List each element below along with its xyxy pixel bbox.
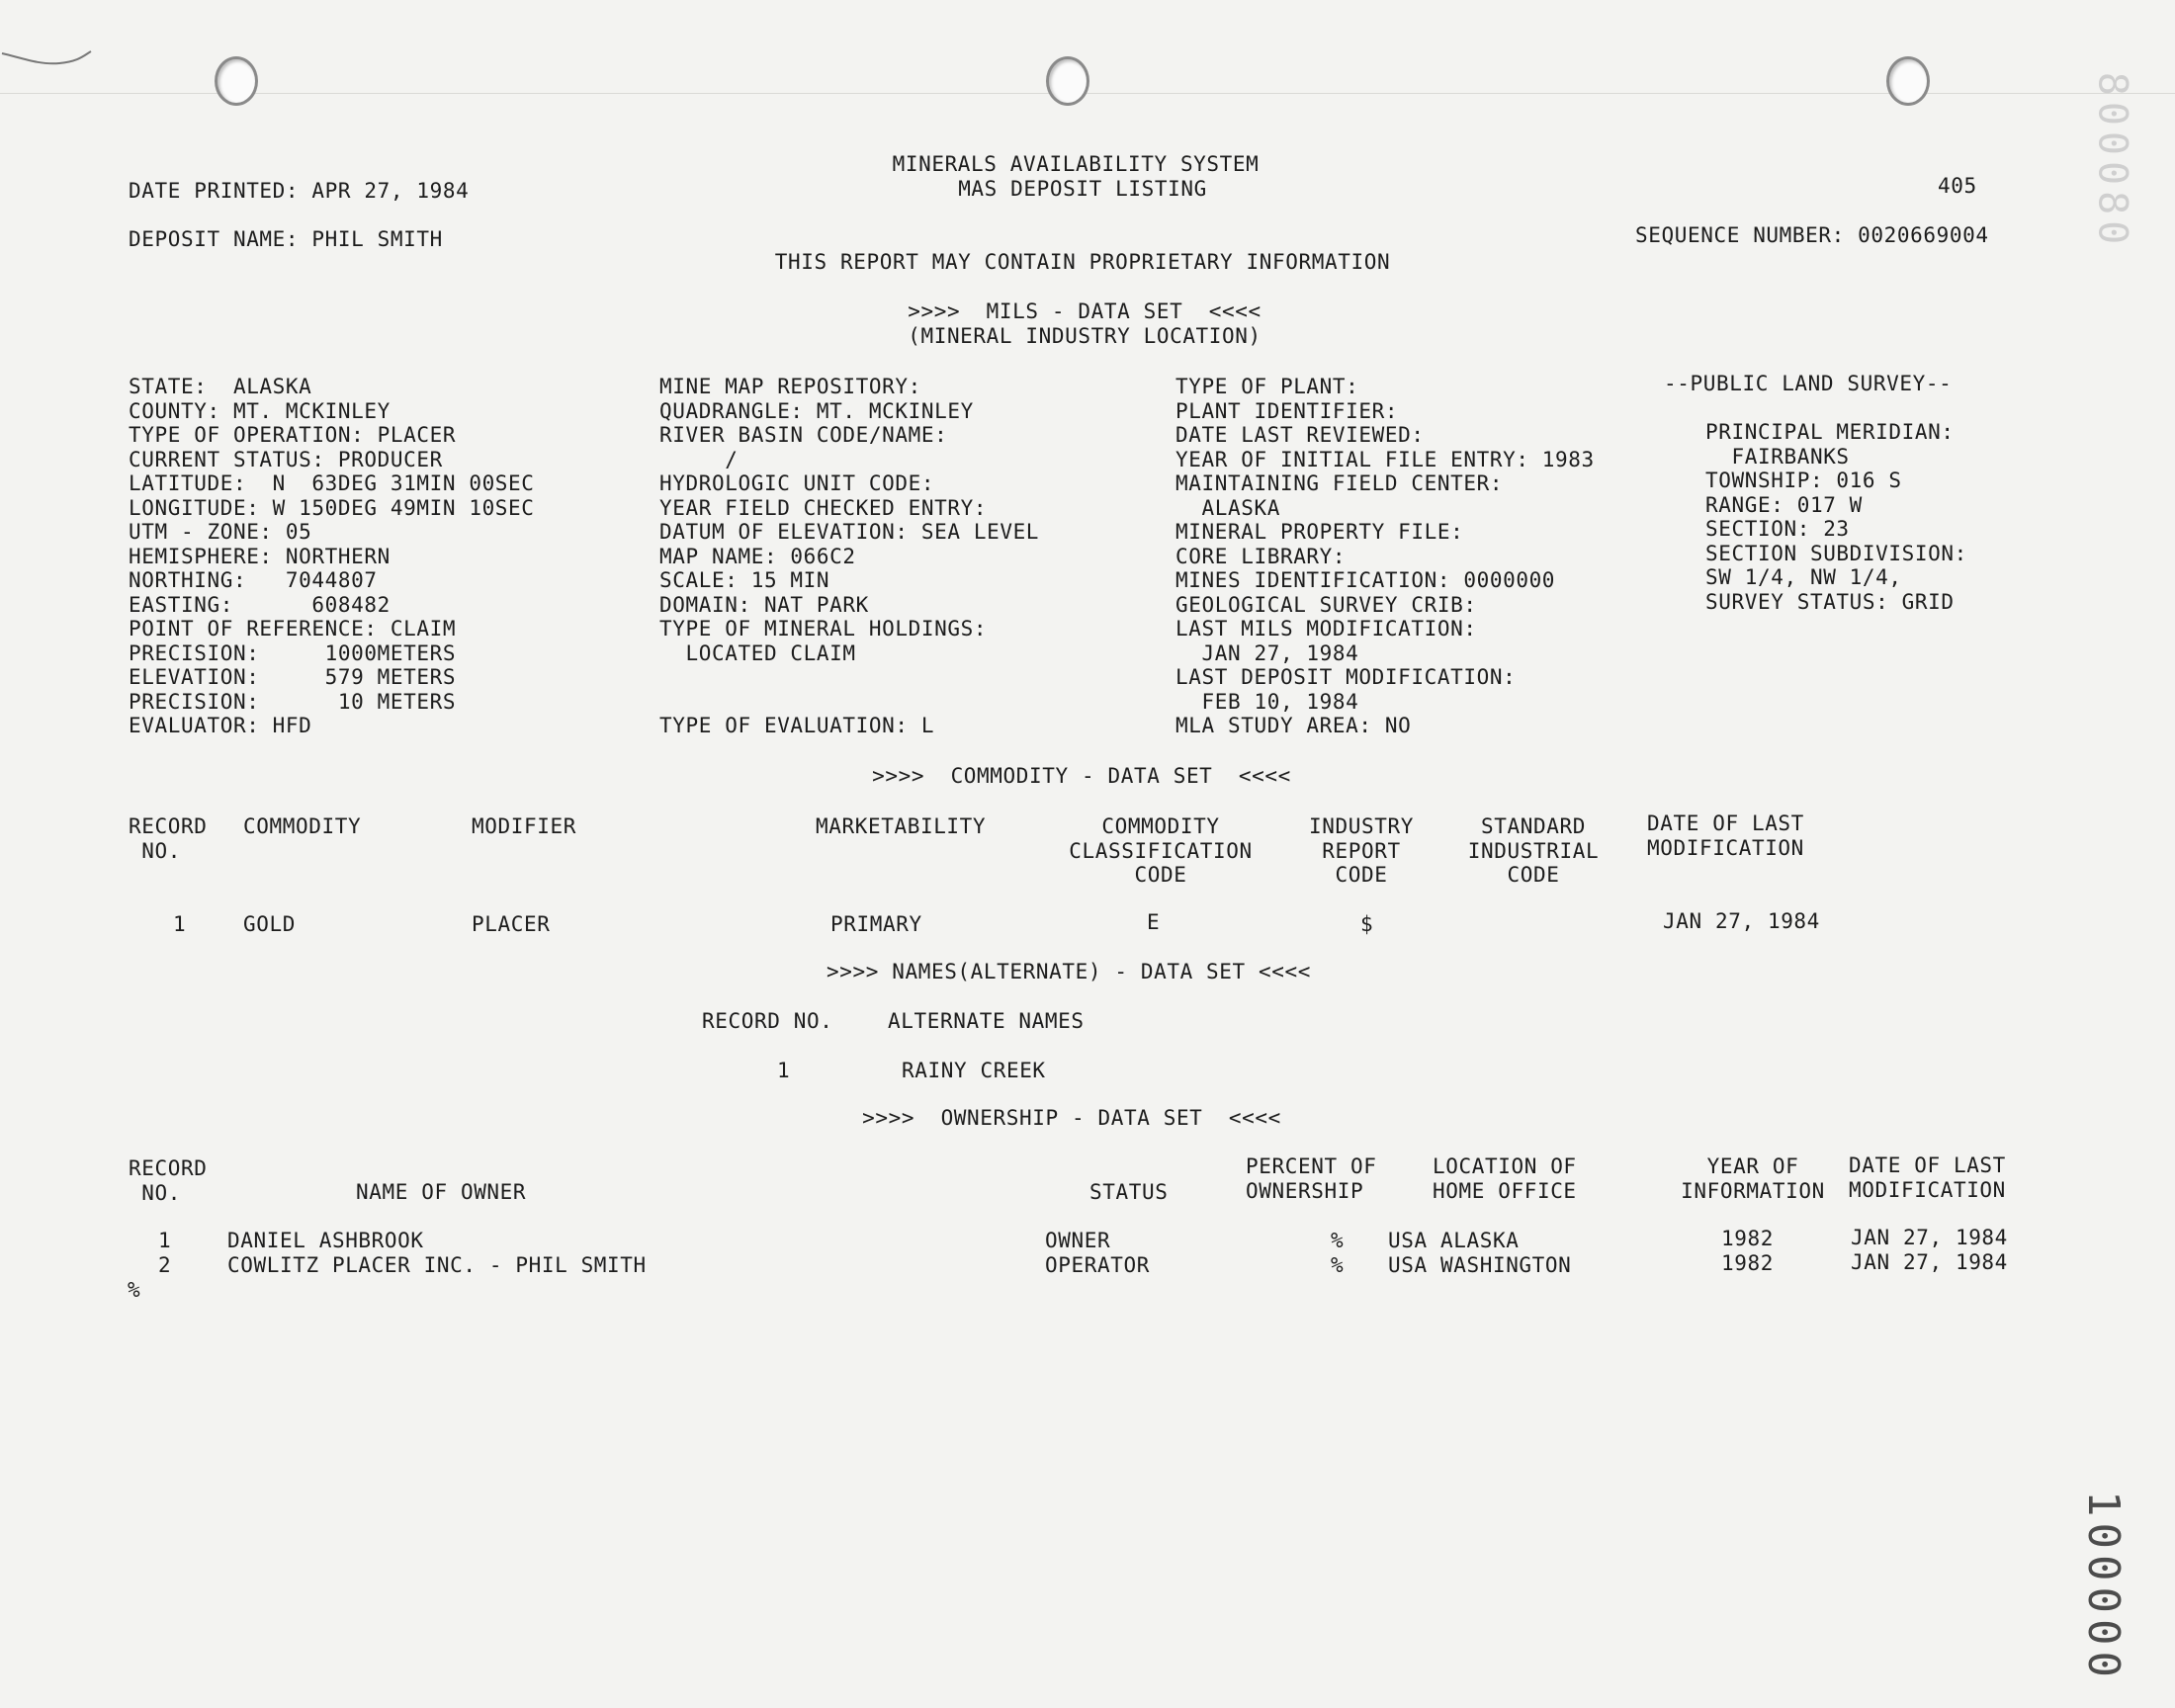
page-number: 405: [1938, 174, 1977, 198]
field-maintaining-center-value: ALASKA: [1175, 495, 1280, 520]
commodity-row-marketability: PRIMARY: [830, 912, 922, 936]
field-year-field-checked: YEAR FIELD CHECKED ENTRY:: [659, 495, 988, 520]
field-section: SECTION: 23: [1705, 517, 1850, 541]
ownership-row-status: OPERATOR: [1045, 1253, 1150, 1277]
public-land-survey-title: --PUBLIC LAND SURVEY--: [1664, 372, 1953, 395]
ownership-row-status: OWNER: [1045, 1229, 1111, 1252]
listing-title: MAS DEPOSIT LISTING: [958, 177, 1207, 201]
commodity-header-classification: COMMODITY CLASSIFICATION CODE: [1069, 814, 1253, 887]
names-row-record: 1: [777, 1059, 791, 1082]
commodity-header-modifier: MODIFIER: [472, 814, 576, 838]
field-domain: DOMAIN: NAT PARK: [659, 592, 869, 617]
names-title: >>>> NAMES(ALTERNATE) - DATA SET <<<<: [826, 960, 1311, 983]
field-current-status: CURRENT STATUS: PRODUCER: [129, 447, 443, 471]
ownership-row-location: USA WASHINGTON: [1388, 1253, 1572, 1277]
field-quadrangle: QUADRANGLE: MT. MCKINLEY: [659, 398, 974, 423]
pen-mark: [0, 43, 94, 73]
binder-hole-center: [1046, 56, 1089, 106]
field-principal-meridian-value: FAIRBANKS: [1705, 444, 1850, 469]
field-core-library: CORE LIBRARY:: [1175, 544, 1347, 568]
field-longitude: LONGITUDE: W 150DEG 49MIN 10SEC: [129, 495, 535, 520]
names-header-names: ALTERNATE NAMES: [888, 1009, 1085, 1033]
field-mla-study-area: MLA STUDY AREA: NO: [1175, 714, 1412, 737]
field-elevation: ELEVATION: 579 METERS: [129, 665, 457, 689]
names-row-name: RAINY CREEK: [902, 1059, 1046, 1082]
ownership-row-record: 1: [158, 1229, 172, 1252]
system-title: MINERALS AVAILABILITY SYSTEM: [892, 152, 1260, 176]
field-point-of-reference: POINT OF REFERENCE: CLAIM: [129, 617, 457, 640]
ownership-row-percent: %: [1331, 1229, 1345, 1252]
commodity-row-commodity: GOLD: [243, 912, 296, 936]
field-northing: NORTHING: 7044807: [129, 568, 378, 592]
field-section-subdivision-value: SW 1/4, NW 1/4,: [1705, 565, 1902, 589]
field-operation-type: TYPE OF OPERATION: PLACER: [129, 423, 457, 447]
commodity-header-commodity: COMMODITY: [243, 814, 362, 838]
commodity-header-record: RECORD NO.: [129, 814, 208, 863]
field-last-deposit-modification: LAST DEPOSIT MODIFICATION:: [1175, 665, 1517, 689]
field-mineral-property-file: MINERAL PROPERTY FILE:: [1175, 520, 1464, 544]
ownership-header-record: RECORD NO.: [129, 1156, 208, 1205]
field-utm-zone: UTM - ZONE: 05: [129, 520, 312, 544]
blank-line: [659, 665, 1039, 690]
ownership-row-year: 1982: [1721, 1227, 1774, 1250]
bleedthrough-frame-number: 800080: [2089, 71, 2135, 251]
mils-title: >>>> MILS - DATA SET <<<<: [908, 299, 1262, 323]
field-state: STATE: ALASKA: [129, 375, 312, 398]
field-precision: PRECISION: 1000METERS: [129, 640, 457, 665]
field-mine-map-repository: MINE MAP REPOSITORY:: [659, 375, 921, 398]
date-printed: DATE PRINTED: APR 27, 1984: [129, 179, 470, 203]
mils-column-map: [659, 375, 1039, 738]
binder-hole-left: [215, 56, 258, 106]
field-mineral-holdings-value: LOCATED CLAIM: [659, 640, 856, 665]
public-land-survey: [1705, 420, 1967, 614]
commodity-header-date: DATE OF LAST MODIFICATION: [1647, 811, 1804, 860]
field-easting: EASTING: 608482: [129, 592, 391, 617]
field-mines-identification: MINES IDENTIFICATION: 0000000: [1175, 568, 1556, 592]
ownership-header-location: LOCATION OF HOME OFFICE: [1433, 1154, 1577, 1203]
commodity-header-industry: INDUSTRY REPORT CODE: [1309, 814, 1414, 887]
end-marker: %: [128, 1278, 141, 1302]
field-type-of-evaluation: TYPE OF EVALUATION: L: [659, 714, 935, 737]
sequence-number: SEQUENCE NUMBER: 0020669004: [1635, 223, 1989, 247]
field-initial-file-entry: YEAR OF INITIAL FILE ENTRY: 1983: [1175, 447, 1595, 471]
ownership-header-status: STATUS: [1089, 1180, 1169, 1204]
field-date-last-reviewed: DATE LAST REVIEWED:: [1175, 423, 1425, 447]
deposit-name: DEPOSIT NAME: PHIL SMITH: [129, 227, 443, 251]
ownership-title: >>>> OWNERSHIP - DATA SET <<<<: [862, 1106, 1281, 1130]
field-plant-identifier: PLANT IDENTIFIER:: [1175, 398, 1399, 423]
ownership-row-year: 1982: [1721, 1251, 1774, 1275]
binder-hole-right: [1886, 56, 1930, 106]
field-elevation-precision: PRECISION: 10 METERS: [129, 689, 457, 714]
commodity-header-standard: STANDARD INDUSTRIAL CODE: [1467, 814, 1600, 887]
ownership-header-percent: PERCENT OF OWNERSHIP: [1246, 1154, 1377, 1203]
commodity-row-industry: $: [1360, 912, 1374, 936]
mils-subtitle: (MINERAL INDUSTRY LOCATION): [908, 324, 1262, 348]
field-latitude: LATITUDE: N 63DEG 31MIN 00SEC: [129, 471, 535, 495]
field-type-of-plant: TYPE OF PLANT:: [1175, 375, 1359, 398]
field-hemisphere: HEMISPHERE: NORTHERN: [129, 544, 391, 568]
field-hydrologic-unit: HYDROLOGIC UNIT CODE:: [659, 471, 935, 495]
blank-line: [659, 690, 1039, 715]
perforation-line: [0, 93, 2175, 94]
commodity-row-modifier: PLACER: [472, 912, 551, 936]
ownership-row-date: JAN 27, 1984: [1851, 1226, 2008, 1249]
microfilm-frame-number: 100000: [2077, 1491, 2129, 1683]
ownership-row-owner: DANIEL ASHBROOK: [227, 1229, 424, 1252]
field-maintaining-center: MAINTAINING FIELD CENTER:: [1175, 471, 1504, 495]
commodity-row-classification: E: [1147, 910, 1161, 934]
ownership-header-owner: NAME OF OWNER: [356, 1180, 527, 1204]
proprietary-notice: THIS REPORT MAY CONTAIN PROPRIETARY INFORMATION: [774, 250, 1391, 274]
ownership-row-location: USA ALASKA: [1388, 1229, 1520, 1252]
ownership-row-record: 2: [158, 1253, 172, 1277]
field-last-mils-modification: LAST MILS MODIFICATION:: [1175, 617, 1477, 640]
field-survey-status: SURVEY STATUS: GRID: [1705, 589, 1955, 614]
field-last-deposit-modification-value: FEB 10, 1984: [1175, 689, 1359, 714]
commodity-row-record: 1: [173, 912, 187, 936]
commodity-title: >>>> COMMODITY - DATA SET <<<<: [872, 764, 1291, 788]
field-principal-meridian: PRINCIPAL MERIDIAN:: [1705, 420, 1955, 444]
ownership-header-year: YEAR OF INFORMATION: [1681, 1154, 1825, 1203]
field-township: TOWNSHIP: 016 S: [1705, 469, 1902, 492]
names-header-record: RECORD NO.: [702, 1009, 833, 1033]
ownership-row-owner: COWLITZ PLACER INC. - PHIL SMITH: [227, 1253, 647, 1277]
field-last-mils-modification-value: JAN 27, 1984: [1175, 640, 1359, 665]
field-evaluator: EVALUATOR: HFD: [129, 714, 312, 737]
field-county: COUNTY: MT. MCKINLEY: [129, 398, 391, 423]
commodity-header-marketability: MARKETABILITY: [816, 814, 987, 838]
mils-column-admin: [1175, 375, 1595, 738]
field-geological-survey-crib: GEOLOGICAL SURVEY CRIB:: [1175, 592, 1477, 617]
commodity-row-date: JAN 27, 1984: [1663, 909, 1820, 933]
field-mineral-holdings: TYPE OF MINERAL HOLDINGS:: [659, 617, 988, 640]
field-range: RANGE: 017 W: [1705, 492, 1863, 517]
ownership-row-percent: %: [1331, 1253, 1345, 1277]
field-map-name: MAP NAME: 066C2: [659, 544, 856, 568]
field-datum-of-elevation: DATUM OF ELEVATION: SEA LEVEL: [659, 520, 1040, 544]
field-river-basin-value: /: [659, 447, 739, 471]
field-section-subdivision: SECTION SUBDIVISION:: [1705, 541, 1967, 565]
mils-column-location: [129, 375, 535, 738]
field-scale: SCALE: 15 MIN: [659, 568, 830, 592]
field-river-basin: RIVER BASIN CODE/NAME:: [659, 423, 948, 447]
ownership-row-date: JAN 27, 1984: [1851, 1250, 2008, 1274]
ownership-header-date: DATE OF LAST MODIFICATION: [1849, 1153, 2006, 1202]
